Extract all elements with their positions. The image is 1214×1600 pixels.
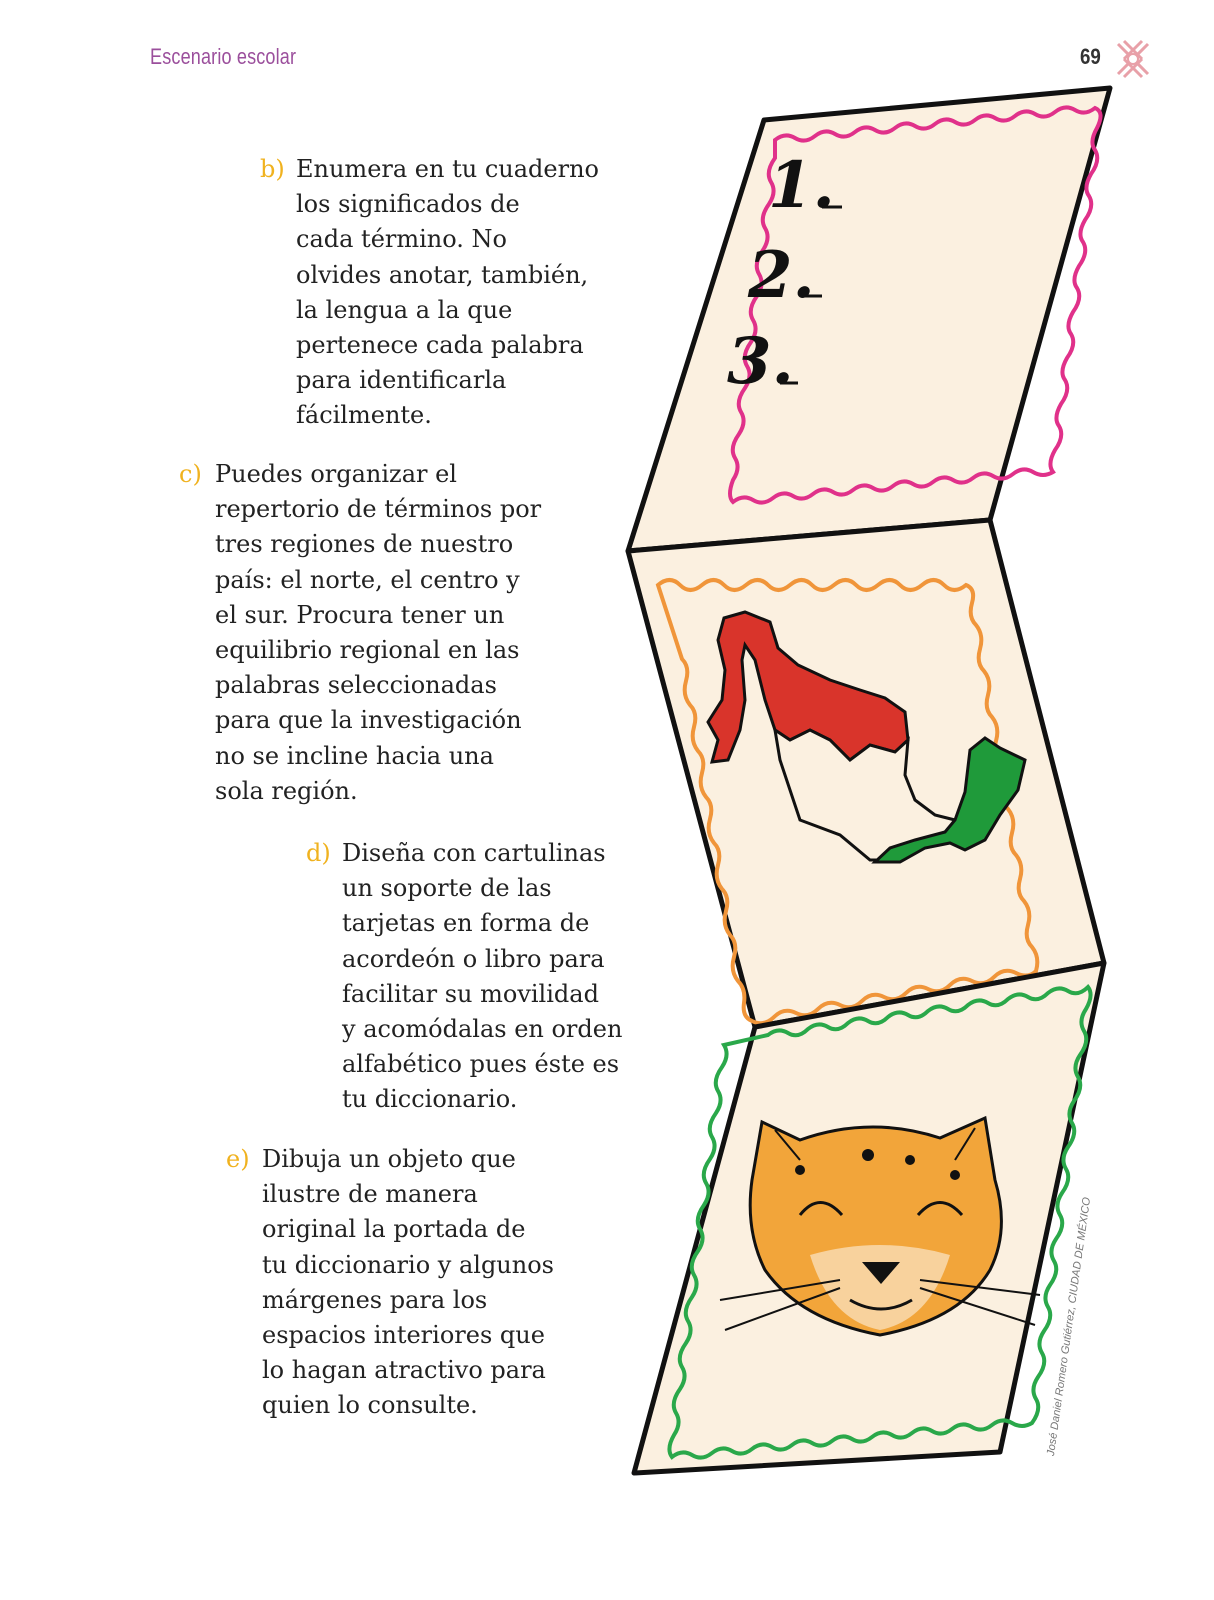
- item-text: Enumera en tu cuaderno los significados de cada término. No olvides anotar, también, la lengua a la que pertenece cada palabra para identificarla fácilmente.: [296, 155, 599, 430]
- illustration-credit: José Daniel Romero Gutiérrez, CIUDAD DE MÉXICO: [1045, 1196, 1094, 1457]
- item-letter: d): [306, 839, 331, 867]
- item-text: Diseña con cartulinas un soporte de las tarjetas en forma de acordeón o libro para facilitar su movilidad y acomódalas en orden alfabético pues éste es tu diccionario.: [342, 839, 623, 1114]
- accordion-panel-1: [628, 88, 1110, 551]
- item-letter: e): [226, 1145, 250, 1173]
- page-number: 69: [1080, 44, 1101, 69]
- item-text: Dibuja un objeto que ilustre de manera original la portada de tu diccionario y algunos márgenes para los espacios interiores que lo hagan atractivo para quien lo consulte.: [262, 1145, 554, 1420]
- item-letter: b): [260, 155, 285, 183]
- item-text: Puedes organizar el repertorio de términos por tres regiones de nuestro país: el norte, el centro y el sur. Procura tener un equilibrio regional en las palabras seleccionadas para que la investigación no se incline hacia una sola región.: [215, 460, 542, 805]
- panel-number-3: 3.: [727, 324, 794, 399]
- panel-number-2: 2.: [748, 238, 815, 313]
- panel-number-1: 1.: [768, 148, 835, 223]
- item-letter: c): [179, 460, 202, 488]
- section-title: Escenario escolar: [150, 44, 297, 69]
